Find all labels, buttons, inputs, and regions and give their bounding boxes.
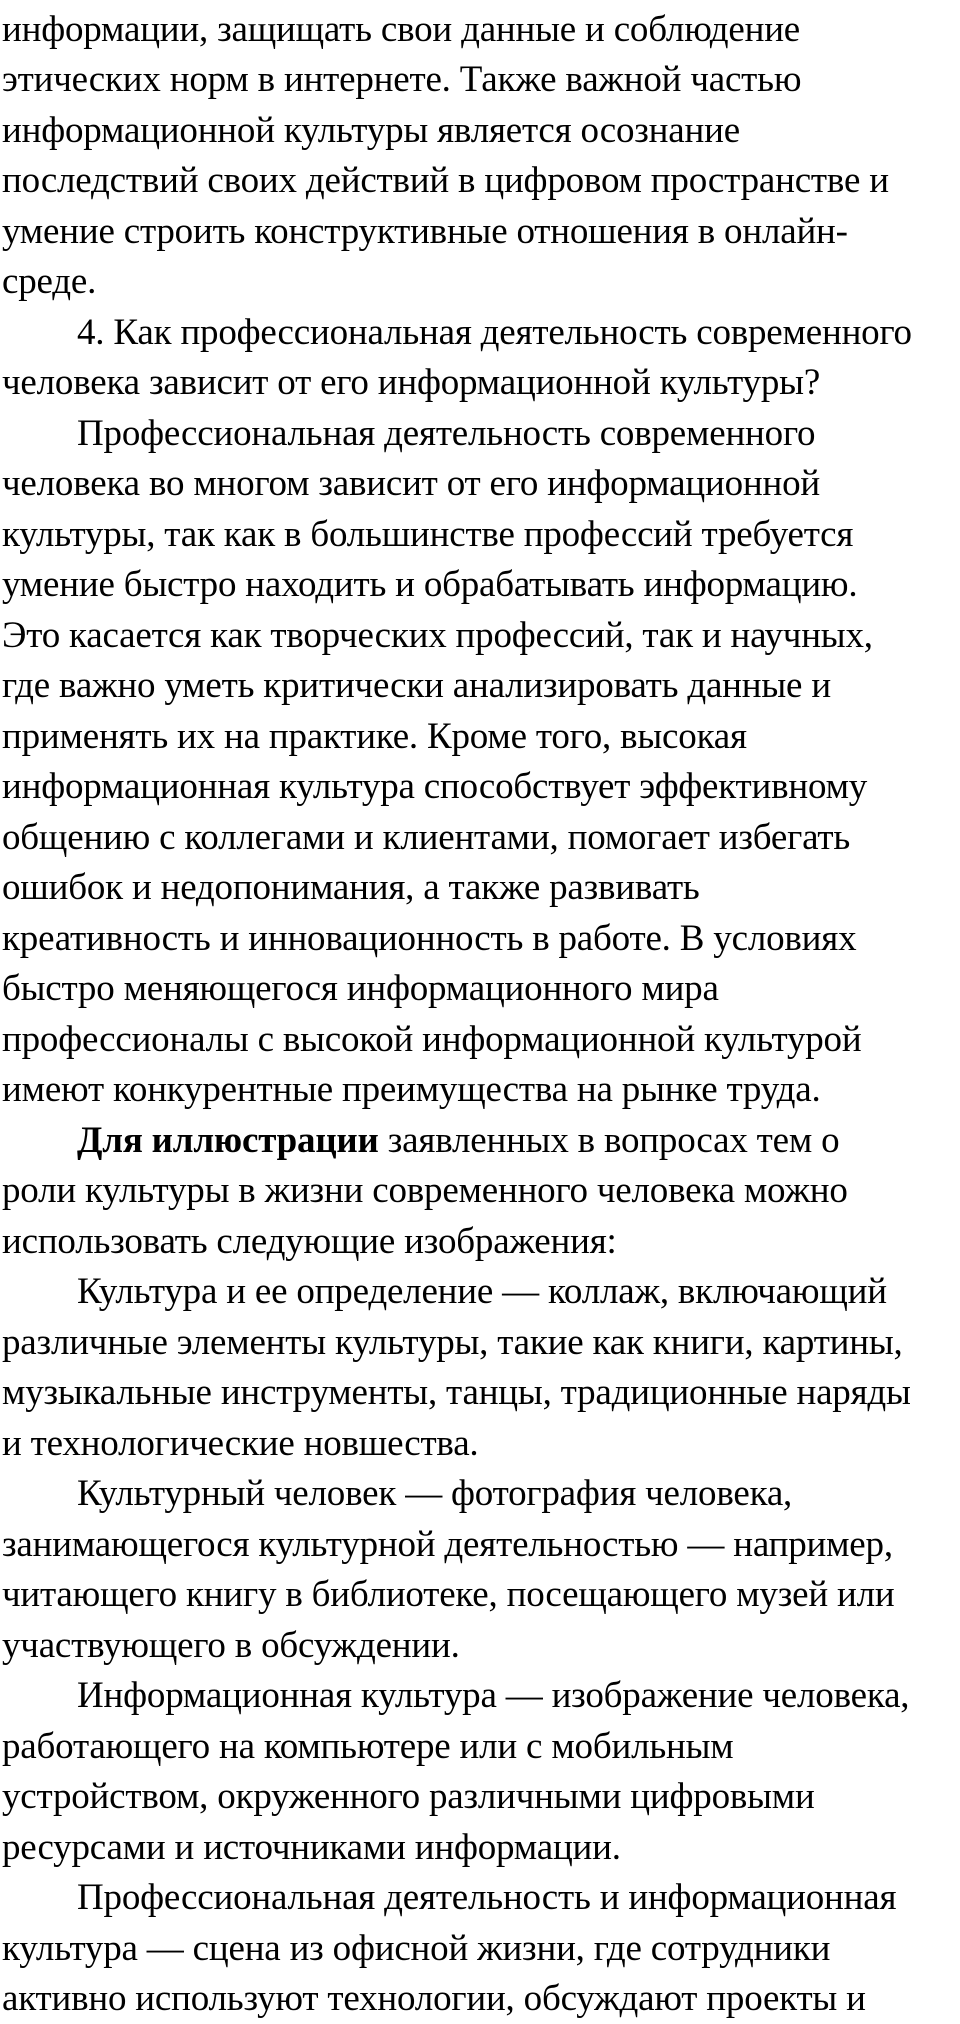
text-line: креативность и инновационность в работе. В условиях [2, 918, 857, 959]
text-line: быстро меняющегося информационного мира [2, 968, 719, 1009]
paragraph-start-line: Культурный человек — фотография человека, [77, 1473, 793, 1514]
text-line: ошибок и недопонимания, а также развивать [2, 867, 700, 908]
text-line: читающего книгу в библиотеке, посещающего музей или [2, 1574, 895, 1615]
intro-rest: заявленных в вопросах тем о [378, 1120, 840, 1161]
text-line: использовать следующие изображения: [2, 1221, 617, 1262]
text-line: где важно уметь критически анализировать данные и [2, 665, 831, 706]
text-line: культура — сцена из офисной жизни, где сотрудники [2, 1928, 831, 1969]
text-line: общению с коллегами и клиентами, помогает избегать [2, 817, 851, 858]
text-line: умение быстро находить и обрабатывать информацию. [2, 564, 858, 605]
text-line: среде. [2, 261, 97, 302]
text-line: участвующего в обсуждении. [2, 1625, 460, 1666]
bold-phrase: Для иллюстрации [77, 1120, 379, 1161]
question-heading-line: 4. Как профессиональная деятельность современного [77, 312, 912, 353]
text-line: Это касается как творческих профессий, так и научных, [2, 615, 873, 656]
text-line: устройством, окруженного различными цифровыми [2, 1776, 815, 1817]
text-line: информационной культуры является осознание [2, 110, 740, 151]
paragraph-start-line: Информационная культура — изображение человека, [77, 1675, 910, 1716]
text-line: занимающегося культурной деятельностью — например, [2, 1524, 893, 1565]
text-line: имеют конкурентные преимущества на рынке труда. [2, 1069, 821, 1110]
text-line: ресурсами и источниками информации. [2, 1827, 621, 1868]
text-line: различные элементы культуры, такие как книги, картины, [2, 1322, 903, 1363]
question-heading-line: человека зависит от его информационной культуры? [2, 362, 821, 403]
text-line: человека во многом зависит от его информационной [2, 463, 820, 504]
paragraph-start-line: Культура и ее определение — коллаж, включающий [77, 1271, 887, 1312]
illustration-intro-line [77, 1116, 839, 1166]
text-line: информационная культура способствует эффективному [2, 766, 868, 807]
text-line: этических норм в интернете. Также важной частью [2, 59, 802, 100]
text-line: роли культуры в жизни современного человека можно [2, 1170, 848, 1211]
text-line: культуры, так как в большинстве профессий требуется [2, 514, 854, 555]
paragraph-start-line: Профессиональная деятельность и информационная [77, 1877, 897, 1918]
text-line: музыкальные инструменты, танцы, традиционные наряды [2, 1372, 911, 1413]
text-line: последствий своих действий в цифровом пространстве и [2, 160, 889, 201]
paragraph-start-line: Профессиональная деятельность современного [77, 413, 816, 454]
text-line: применять их на практике. Кроме того, высокая [2, 716, 747, 757]
text-line: и технологические новшества. [2, 1423, 479, 1464]
text-line: профессионалы с высокой информационной культурой [2, 1019, 862, 1060]
text-line: информации, защищать свои данные и соблюдение [2, 9, 801, 50]
text-line: умение строить конструктивные отношения в онлайн- [2, 211, 848, 252]
text-line: активно используют технологии, обсуждают проекты и [2, 1978, 866, 2019]
text-line: работающего на компьютере или с мобильным [2, 1726, 734, 1767]
